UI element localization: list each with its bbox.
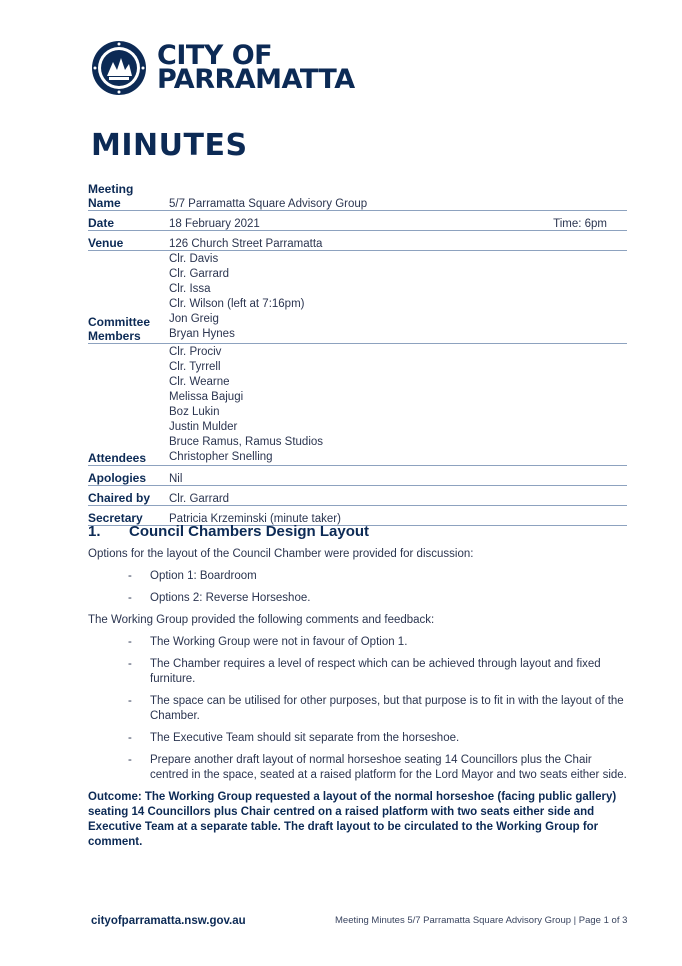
section-number: 1. — [88, 523, 101, 540]
chaired-value: Clr. Garrard — [169, 486, 627, 506]
apologies-row — [88, 466, 627, 486]
committee-row — [88, 251, 627, 344]
meeting-name-label: Meeting Name — [88, 182, 169, 211]
city-logo — [91, 40, 355, 96]
bullet-dash: - — [128, 695, 132, 707]
time-value: Time: 6pm — [527, 211, 627, 231]
secretary-value: Patricia Krzeminski (minute taker) — [169, 506, 627, 526]
doc-title: MINUTES — [91, 128, 248, 163]
attendees-label: Attendees — [88, 343, 169, 466]
bullet-dash: - — [128, 636, 132, 648]
meeting-name-value: 5/7 Parramatta Square Advisory Group — [169, 182, 627, 211]
bullet-dash: - — [128, 592, 132, 604]
meeting-name-row — [88, 182, 627, 211]
committee-label-line2: Members — [88, 328, 141, 343]
committee-label — [88, 251, 169, 344]
date-row — [88, 211, 627, 231]
options-intro: Options for the layout of the Council Chamber were provided for discussion: — [88, 548, 474, 560]
list-item: Bryan Hynes — [169, 328, 235, 341]
venue-value: 126 Church Street Parramatta — [169, 231, 627, 251]
footer-website[interactable]: cityofparramatta.nsw.gov.au — [91, 915, 246, 927]
city-seal-icon — [91, 40, 147, 96]
date-label: Date — [88, 211, 169, 231]
section-heading — [88, 523, 369, 540]
org-name-line2: PARRAMATTA — [157, 64, 355, 95]
bullet-dash: - — [128, 570, 132, 582]
list-item: - Options 2: Reverse Horseshoe. — [128, 592, 311, 604]
feedback-intro: The Working Group provided the following comments and feedback: — [88, 614, 435, 626]
list-item: - The space can be utilised for other purposes, but that purpose is to fit in with the layout of the Chamber. — [128, 695, 624, 722]
date-value: 18 February 2021 — [169, 211, 527, 231]
list-item: Clr. Davis — [169, 253, 219, 265]
bullet-dash: - — [128, 658, 132, 670]
attendees-list — [169, 343, 627, 466]
attendees-row — [88, 343, 627, 466]
section-body — [88, 547, 633, 857]
chaired-row — [88, 486, 627, 506]
list-item: Clr. Garrard — [169, 268, 230, 281]
list-item: Bruce Ramus, Ramus Studios — [169, 436, 324, 449]
options-list — [88, 569, 633, 606]
list-item: - The Executive Team should sit separate from the horseshoe. — [128, 732, 460, 744]
section-title: Council Chambers Design Layout — [129, 523, 370, 540]
list-item: Boz Lukin — [169, 405, 220, 418]
list-item: Clr. Tyrrell — [169, 360, 221, 373]
outcome-text: Outcome: The Working Group requested a layout of the normal horseshoe (facing public gallery) seating 14 Councillors plus Chair centred on a raised platform with two seats either side and Executive Team at a separate table. The draft layout to be circulated to the Working Group for comment. — [88, 791, 617, 848]
org-name — [157, 40, 355, 95]
chaired-label: Chaired by — [88, 486, 169, 506]
feedback-list — [88, 635, 633, 783]
list-item: - Prepare another draft layout of normal horseshoe seating 14 Councillors plus the Chair centred in the space, seated at a raised platform for the Lord Mayor and two seats either side. — [128, 754, 627, 781]
venue-label: Venue — [88, 231, 169, 251]
list-item: Clr. Prociv — [169, 345, 222, 358]
list-item: Clr. Issa — [169, 283, 211, 296]
list-item: - The Chamber requires a level of respect which can be achieved through layout and fixed furniture. — [128, 658, 601, 685]
secretary-label: Secretary — [88, 506, 169, 526]
meeting-details-table — [88, 182, 627, 526]
committee-label-line1: Committee — [88, 314, 151, 329]
list-item: Clr. Wilson (left at 7:16pm) — [169, 298, 305, 311]
footer-page-info: Meeting Minutes 5/7 Parramatta Square Advisory Group | Page 1 of 3 — [335, 915, 628, 926]
list-item: - The Working Group were not in favour of Option 1. — [128, 636, 408, 648]
bullet-dash: - — [128, 754, 132, 766]
list-item: Jon Greig — [169, 313, 219, 326]
list-item: Melissa Bajugi — [169, 390, 244, 403]
bullet-dash: - — [128, 732, 132, 744]
committee-members-list — [169, 251, 627, 344]
list-item: Christopher Snelling — [169, 451, 273, 464]
apologies-label: Apologies — [88, 466, 169, 486]
list-item: - Option 1: Boardroom — [128, 570, 257, 582]
list-item: Justin Mulder — [169, 421, 238, 434]
apologies-value: Nil — [169, 466, 627, 486]
org-name-line1: CITY OF — [157, 40, 273, 71]
list-item: Clr. Wearne — [169, 375, 230, 388]
venue-row — [88, 231, 627, 251]
